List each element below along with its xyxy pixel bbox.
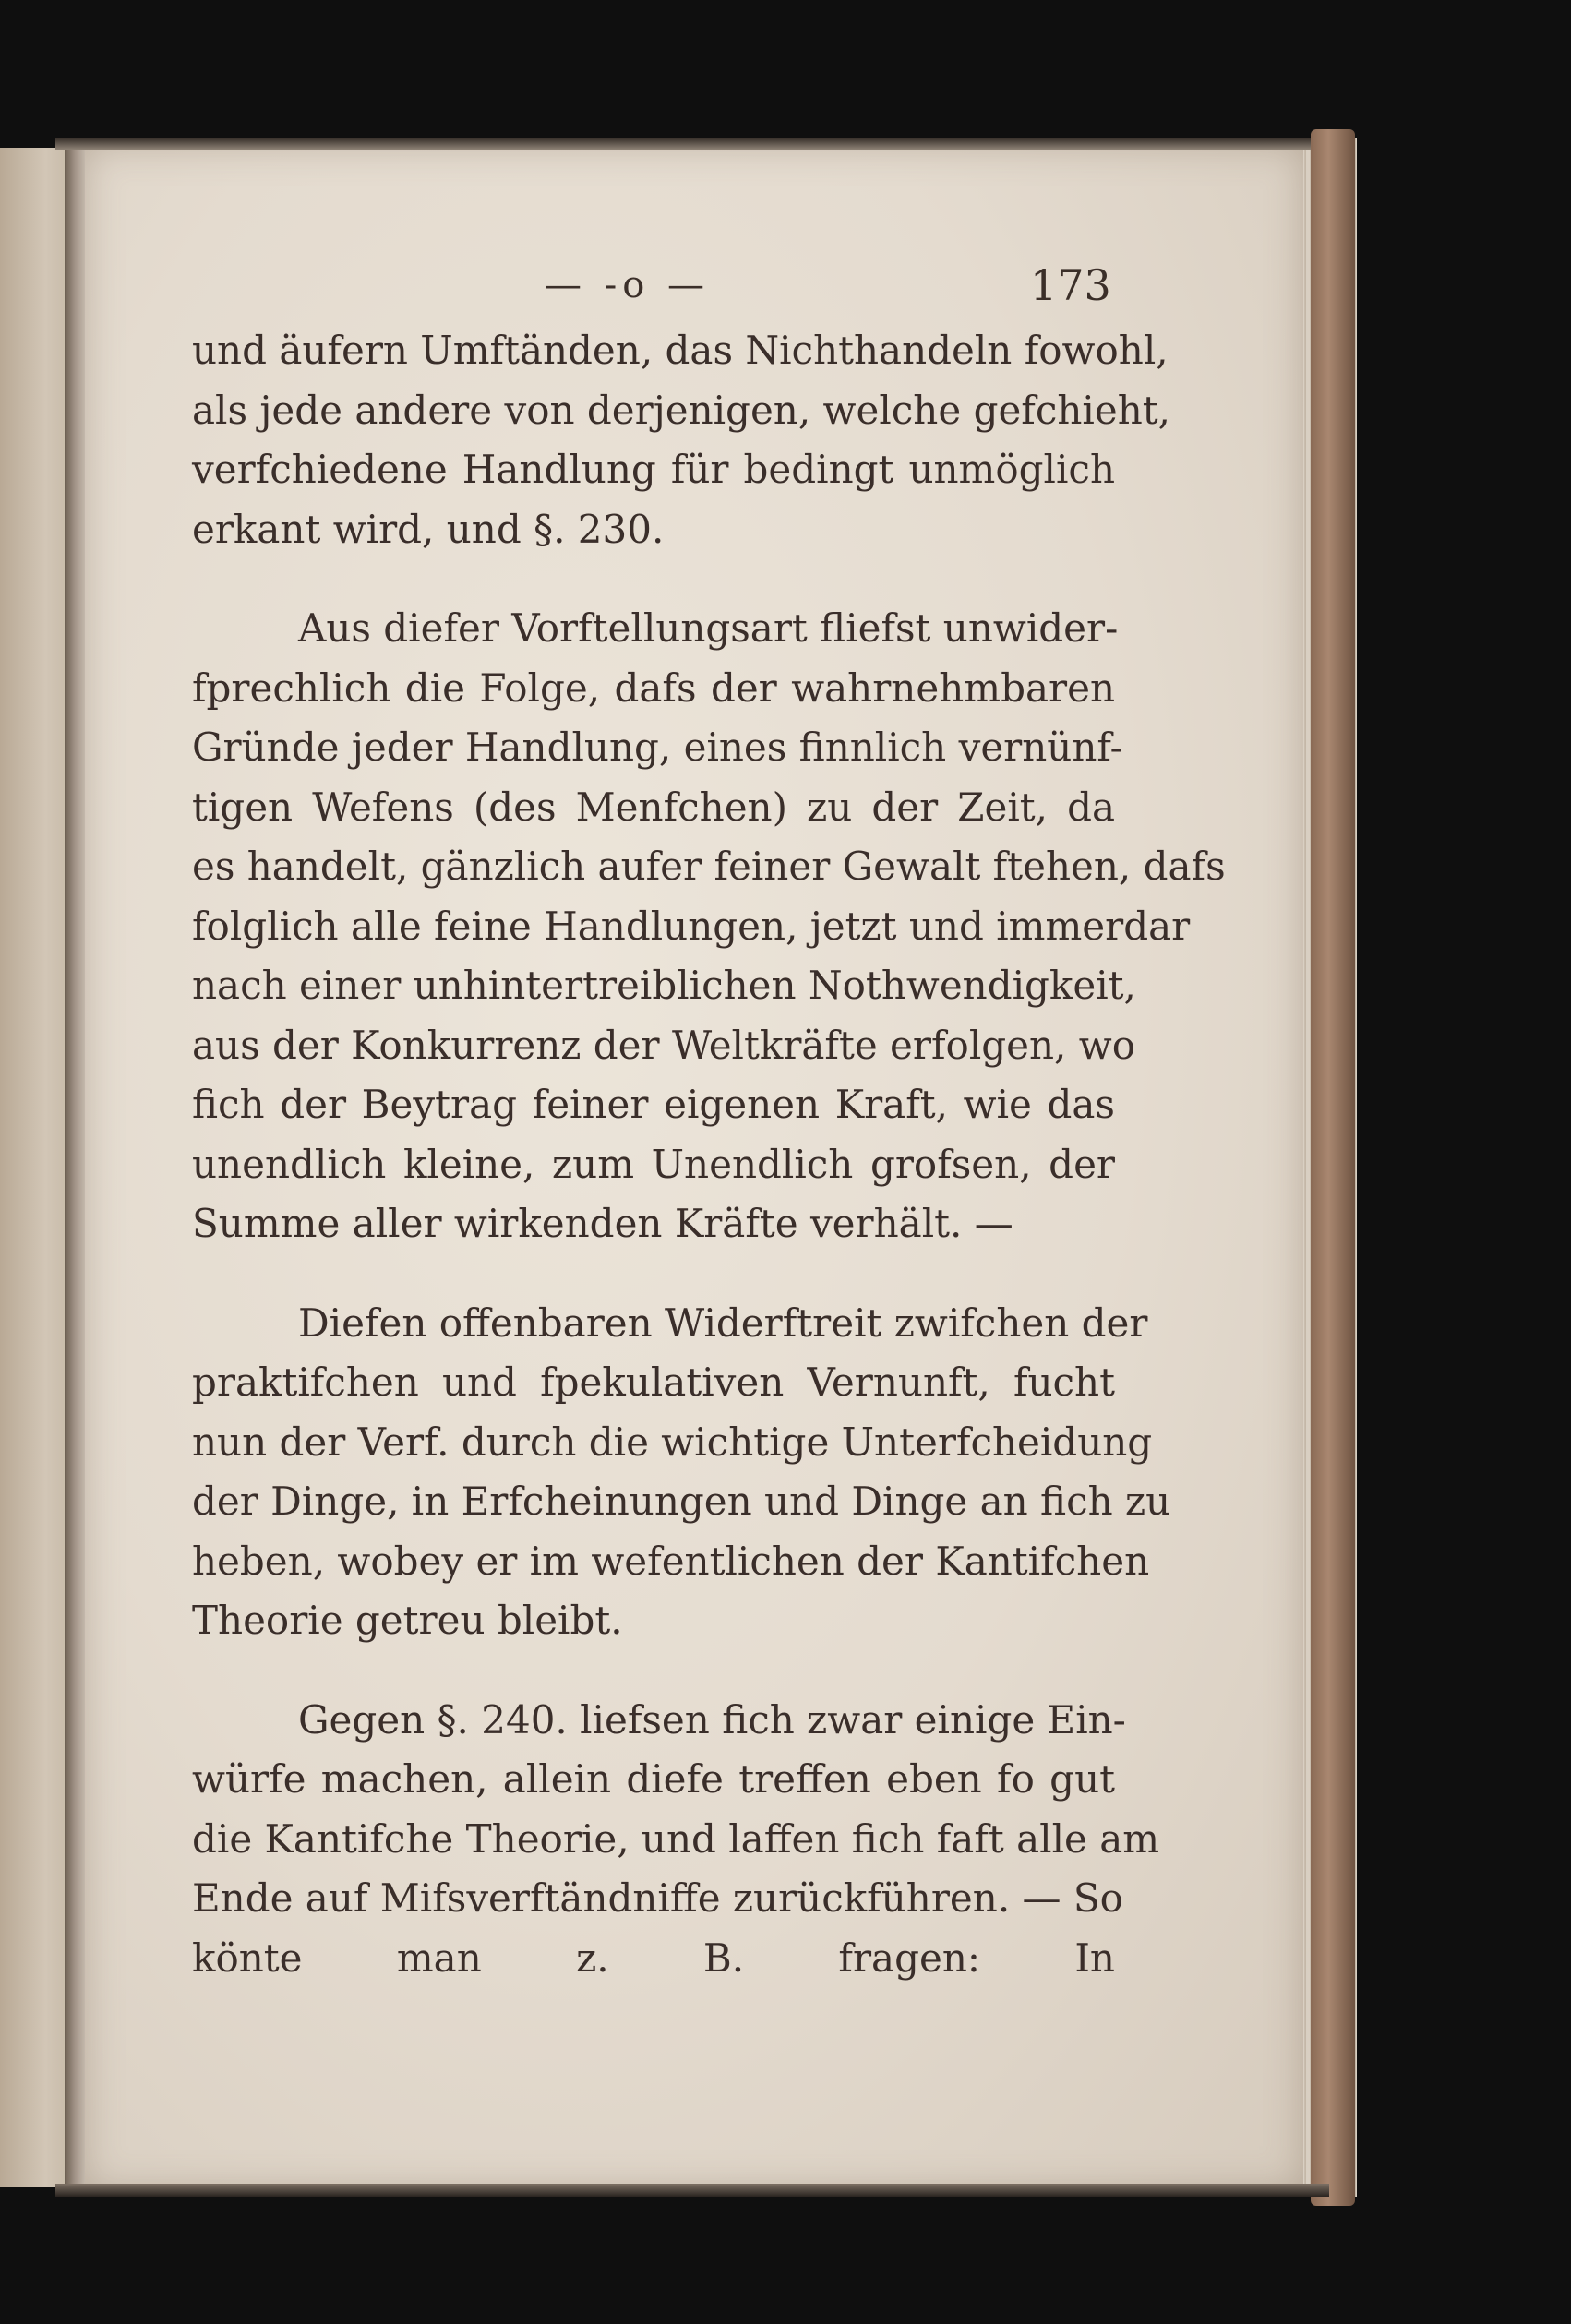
text-line: unendlich kleine, zum Unendlich grofsen, der <box>192 1141 1115 1187</box>
text-line: Diefen offenbaren Widerftreit zwifchen der <box>298 1300 1148 1346</box>
text-line: würfe machen, allein diefe treffen eben fo gut <box>192 1756 1115 1802</box>
text-line: aus der Konkurrenz der Weltkräfte erfolgen, wo <box>192 1022 1135 1068</box>
paragraph-gap <box>192 559 1115 599</box>
text-line: Gründe jeder Handlung, eines finnlich vernünf- <box>192 725 1123 770</box>
text-line: folglich alle feine Handlungen, jetzt und immerdar <box>192 903 1191 949</box>
text-line: als jede andere von derjenigen, welche gefchieht, <box>192 387 1170 433</box>
text-line: fich der Beytrag feiner eigenen Kraft, wie das <box>192 1082 1115 1127</box>
text-line: verfchiedene Handlung für bedingt unmöglich <box>192 447 1115 492</box>
text-line: praktifchen und fpekulativen Vernunft, fucht <box>192 1360 1115 1405</box>
text-line: Summe aller wirkenden Kräfte verhält. — <box>192 1201 1013 1246</box>
text-line: könte man z. B. fragen: In <box>192 1935 1115 1981</box>
text-line: erkant wird, und §. 230. <box>192 506 665 552</box>
text-line: heben, wobey er im wefentlichen der Kantifchen <box>192 1538 1150 1584</box>
text-line: Ende auf Mifsverftändniffe zurückführen. — So <box>192 1875 1123 1921</box>
text-line: es handelt, gänzlich aufer feiner Gewalt ftehen, dafs <box>192 844 1226 889</box>
text-line: Theorie getreu bleibt. <box>192 1598 623 1643</box>
page-number: 173 <box>1030 260 1111 310</box>
text-line: Aus diefer Vorftellungsart fliefst unwider- <box>298 605 1119 651</box>
running-head <box>517 247 1111 312</box>
page-top-edge <box>55 138 1311 150</box>
body-text <box>192 321 1226 1988</box>
header-ornament: — -o — <box>545 264 711 306</box>
text-line: nach einer unhintertreiblichen Nothwendigkeit, <box>192 963 1136 1008</box>
paragraph-gap <box>192 1254 1115 1294</box>
text-line: und äufern Umftänden, das Nichthandeln fowohl, <box>192 328 1169 373</box>
text-line: nun der Verf. durch die wichtige Unterfcheidung <box>192 1419 1153 1465</box>
paragraph-gap <box>192 1651 1115 1691</box>
page-bottom-edge <box>55 2184 1329 2197</box>
text-line: tigen Wefens (des Menfchen) zu der Zeit, da <box>192 784 1115 830</box>
text-line: die Kantifche Theorie, und laffen fich faft alle am <box>192 1815 1160 1862</box>
text-line: der Dinge, in Erfcheinungen und Dinge an fich zu <box>192 1479 1171 1524</box>
text-line: Gegen §. 240. liefsen fich zwar einige Ein- <box>298 1696 1126 1743</box>
text-line: fprechlich die Folge, dafs der wahrnehmbaren <box>192 665 1115 711</box>
book-cover-edge <box>1311 129 1355 2206</box>
